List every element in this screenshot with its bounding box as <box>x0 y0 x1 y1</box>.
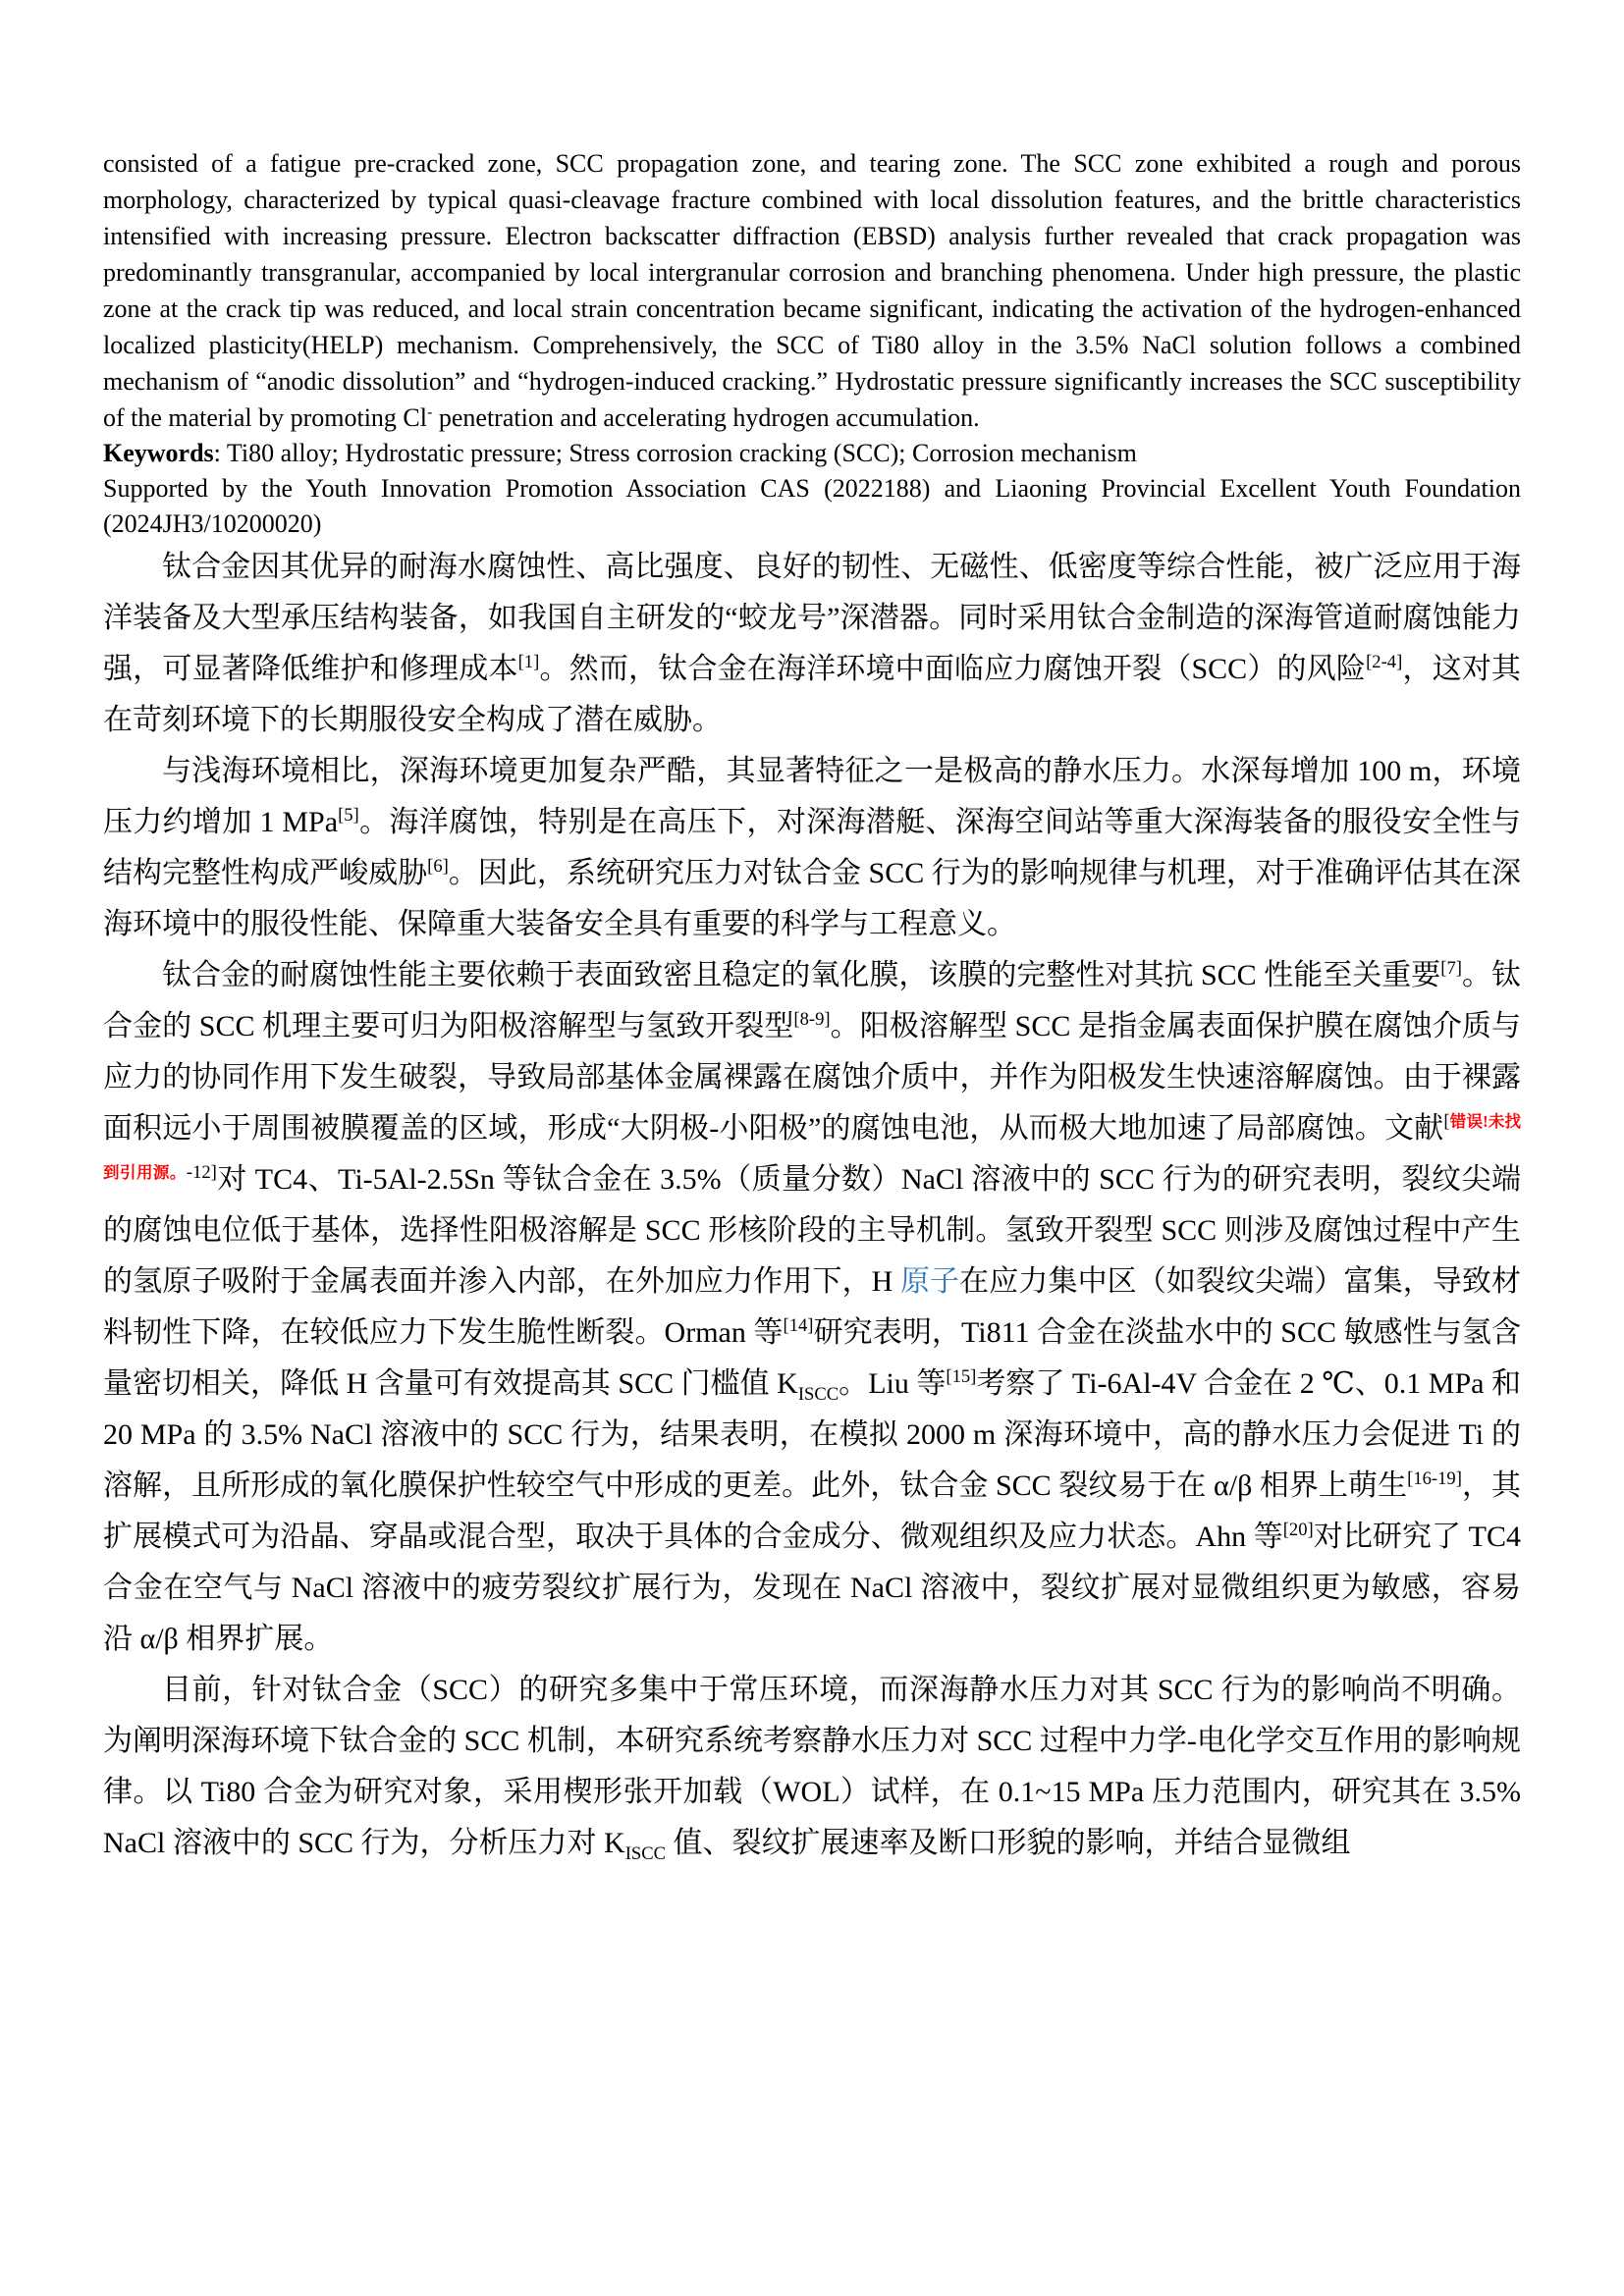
text-run: 研究表明，Ti811 合金在淡盐水中的 SCC 敏感性与氢含量密切相关，降低 H 含量可有效提高其 SCC 门槛值 K <box>103 1316 1521 1400</box>
cn-paragraph-introduction-4 <box>103 1665 1529 1869</box>
citation-superscript: [2-4] <box>1366 652 1403 672</box>
text-run: consisted of a fatigue pre-cracked zone, SCC propagation zone, and tearing zone. The SCC zone exhibited a rough and porous morphology, characterized by typical quasi-cleavage fracture combined with local dissolution features, and the brittle characteristics intensified with increasing pressure. Electron backscatter diffraction (EBSD) analysis further revealed that crack propagation was predominantly transgranular, accompanied by local intergranular corrosion and branching phenomena. Under high pressure, the plastic zone at the crack tip was reduced, and local strain concentration became significant, indicating the activation of the hydrogen-enhanced localized plasticity(HELP) mechanism. Comprehensively, the SCC of Ti80 alloy in the 3.5% NaCl solution follows a combined mechanism of “anodic dissolution” and “hydrogen-induced cracking.” Hydrostatic pressure significantly increases the SCC susceptibility of the material by promoting Cl <box>103 149 1528 432</box>
text-run: 考察了 Ti-6Al-4V 合金在 2 ℃、0.1 MPa 和 20 MPa 的 3.5% NaCl 溶液中的 SCC 行为，结果表明，在模拟 2000 m 深海环境中，高的静水压力会促进 Ti 的溶解，且所形成的氧化膜保护性较空气中形成的更差。此外，钛合金 SCC 裂纹易于在 α/β 相界上萌生 <box>103 1367 1529 1502</box>
citation-superscript: [7] <box>1440 958 1462 979</box>
citation-superscript: [ <box>1443 1111 1450 1132</box>
text-run: : Ti80 alloy; Hydrostatic pressure; Stress corrosion cracking (SCC); Corrosion mechanism <box>213 439 1137 467</box>
abstract-continuation-paragraph <box>103 145 1528 436</box>
text-run: 。钛合金的 SCC 机理主要可归为阳极溶解型与氢致开裂型 <box>103 959 1522 1042</box>
cn-paragraph-introduction-2 <box>103 746 1521 950</box>
text-run: 。Liu 等 <box>839 1367 947 1400</box>
text-run: 值、裂纹扩展速率及断口形貌的影响，并结合显微组 <box>666 1827 1351 1859</box>
text-run: 。阳极溶解型 SCC 是指金属表面保护膜在腐蚀介质与应力的协同作用下发生破裂，导致局部基体金属裸露在腐蚀介质中，并作为阳极发生快速溶解腐蚀。由于裸露面积远小于周围被膜覆盖的区域，形成“大阴极-小阳极”的腐蚀电池，从而极大地加速了局部腐蚀。文献 <box>103 1010 1521 1145</box>
text-run: 对 TC4、Ti-5Al-2.5Sn 等钛合金在 3.5%（质量分数）NaCl 溶液中的 SCC 行为的研究表明，裂纹尖端的腐蚀电位低于基体，选择性阳极溶解是 SCC 形核阶段的主导机制。氢致开裂型 SCC 则涉及腐蚀过程中产生的氢原子吸附于金属表面并渗入内部，在外加应力作用下，H <box>103 1163 1522 1298</box>
text-run: 。然而，钛合金在海洋环境中面临应力腐蚀开裂（SCC）的风险 <box>539 653 1367 685</box>
text-run: 钛合金因其优异的耐海水腐蚀性、高比强度、良好的韧性、无磁性、低密度等综合性能，被广泛应用于海洋装备及大型承压结构装备，如我国自主研发的“蛟龙号”深潜器。同时采用钛合金制造的深海管道耐腐蚀能力强，可显著降低维护和修理成本 <box>103 551 1521 685</box>
keywords-label: Keywords <box>103 439 214 467</box>
citation-superscript: [1] <box>517 652 540 672</box>
citation-superscript: [16-19] <box>1407 1468 1462 1489</box>
text-run: ，其扩展模式可为沿晶、穿晶或混合型，取决于具体的合金成分、微观组织及应力状态。Ahn 等 <box>103 1469 1522 1553</box>
reference-error-field: 错误!未找到引用源。 <box>103 1112 1522 1182</box>
text-run: 对比研究了 TC4 合金在空气与 NaCl 溶液中的疲劳裂纹扩展行为，发现在 NaCl 溶液中，裂纹扩展对显微组织更为敏感，容易沿 α/β 相界扩展。 <box>103 1521 1529 1655</box>
keywords-line <box>103 436 1521 471</box>
text-run: 。因此，系统研究压力对钛合金 SCC 行为的影响规律与机理，对于准确评估其在深海环境中的服役性能、保障重大装备安全具有重要的科学与工程意义。 <box>103 857 1522 940</box>
superscript-minus: - <box>427 403 433 421</box>
text-run: 在应力集中区（如裂纹尖端）富集，导致材料韧性下降，在较低应力下发生脆性断裂。Orman 等 <box>103 1265 1522 1349</box>
citation-superscript: [15] <box>946 1366 977 1387</box>
citation-superscript: [8-9] <box>793 1009 831 1030</box>
hyperlink-text: 原子 <box>899 1265 960 1298</box>
cn-paragraph-introduction-1 <box>103 542 1521 746</box>
text-run: 钛合金的耐腐蚀性能主要依赖于表面致密且稳定的氧化膜，该膜的完整性对其抗 SCC 性能至关重要 <box>162 959 1441 991</box>
text-run: penetration and accelerating hydrogen accumulation. <box>432 403 980 432</box>
text-run: 目前，针对钛合金（SCC）的研究多集中于常压环境，而深海静水压力对其 SCC 行为的影响尚不明确。为阐明深海环境下钛合金的 SCC 机制，本研究系统考察静水压力对 SCC 过程中力学-电化学交互作用的影响规律。以 Ti80 合金为研究对象，采用楔形张开加载（WOL）试样，在 0.1~15 MPa 压力范围内，研究其在 3.5% NaCl 溶液中的 SCC 行为，分析压力对 K <box>103 1674 1529 1859</box>
text-run: ，这对其在苛刻环境下的长期服役安全构成了潜在威胁。 <box>103 653 1522 736</box>
subscript-kiscc: ISCC <box>797 1384 839 1405</box>
citation-superscript: [20] <box>1282 1520 1314 1540</box>
cn-paragraph-introduction-3 <box>103 950 1529 1665</box>
subscript-kiscc: ISCC <box>624 1843 667 1864</box>
citation-superscript: [5] <box>338 805 359 826</box>
text-run: 。海洋腐蚀，特别是在高压下，对深海潜艇、深海空间站等重大深海装备的服役安全性与结构完整性构成严峻威胁 <box>103 806 1521 889</box>
text-run: Supported by the Youth Innovation Promotion Association CAS (2022188) and Liaoning Provincial Excellent Youth Foundation (2024JH3/10200020) <box>103 474 1528 538</box>
citation-superscript: [14] <box>783 1315 814 1336</box>
citation-superscript: -12] <box>186 1162 217 1183</box>
funding-statement <box>103 471 1528 542</box>
text-run: 与浅海环境相比，深海环境更加复杂严酷，其显著特征之一是极高的静水压力。水深每增加 100 m，环境压力约增加 1 MPa <box>103 755 1521 838</box>
citation-superscript: [6] <box>427 856 449 877</box>
